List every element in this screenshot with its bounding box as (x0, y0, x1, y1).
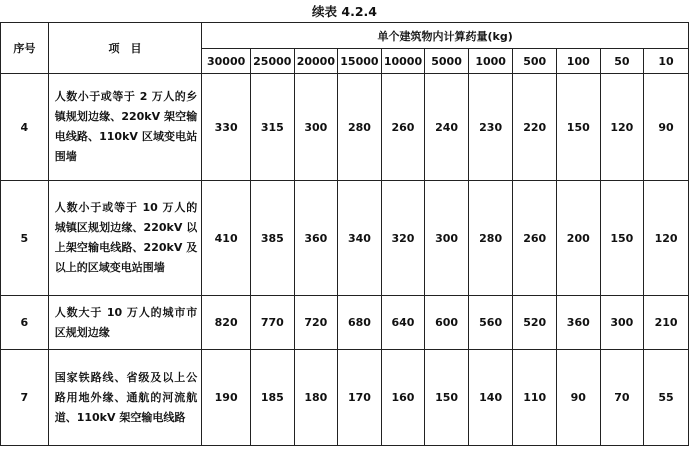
row-seq: 7 (1, 350, 49, 446)
row-value: 55 (644, 350, 689, 446)
row-seq: 5 (1, 181, 49, 296)
header-quantity: 100 (557, 49, 601, 74)
header-quantity: 25000 (251, 49, 295, 74)
row-value: 230 (468, 74, 513, 181)
header-quantity: 10000 (381, 49, 425, 74)
row-value: 150 (600, 181, 644, 296)
row-value: 320 (381, 181, 425, 296)
row-value: 240 (425, 74, 469, 181)
header-item: 项 目 (48, 23, 202, 74)
header-quantity: 1000 (468, 49, 513, 74)
row-value: 360 (294, 181, 338, 296)
explosive-distance-table (0, 22, 689, 446)
row-value: 280 (338, 74, 382, 181)
row-value: 90 (557, 350, 601, 446)
row-value: 640 (381, 296, 425, 350)
row-value: 280 (468, 181, 513, 296)
table-caption: 续表 4.2.4 (312, 4, 377, 19)
row-value: 340 (338, 181, 382, 296)
header-quantity: 500 (513, 49, 557, 74)
table-row (1, 74, 689, 181)
row-value: 260 (381, 74, 425, 181)
row-value: 120 (644, 181, 689, 296)
row-value: 315 (251, 74, 295, 181)
row-value: 70 (600, 350, 644, 446)
table-row (1, 296, 689, 350)
row-item: 人数大于 10 万人的城市市区规划边缘 (48, 296, 202, 350)
row-value: 300 (600, 296, 644, 350)
row-value: 120 (600, 74, 644, 181)
row-value: 360 (557, 296, 601, 350)
row-value: 190 (202, 350, 251, 446)
row-value: 260 (513, 181, 557, 296)
header-quantity: 5000 (425, 49, 469, 74)
row-value: 770 (251, 296, 295, 350)
row-value: 140 (468, 350, 513, 446)
row-value: 560 (468, 296, 513, 350)
header-row-1 (1, 23, 689, 49)
row-value: 150 (425, 350, 469, 446)
row-value: 600 (425, 296, 469, 350)
row-value: 185 (251, 350, 295, 446)
row-value: 220 (513, 74, 557, 181)
header-quantity: 30000 (202, 49, 251, 74)
row-value: 210 (644, 296, 689, 350)
row-value: 820 (202, 296, 251, 350)
row-seq: 4 (1, 74, 49, 181)
row-value: 300 (425, 181, 469, 296)
header-quantity: 50 (600, 49, 644, 74)
row-value: 160 (381, 350, 425, 446)
row-item: 人数小于或等于 2 万人的乡镇规划边缘、220kV 架空输电线路、110kV 区域变电站围墙 (48, 74, 202, 181)
row-value: 170 (338, 350, 382, 446)
row-value: 200 (557, 181, 601, 296)
row-seq: 6 (1, 296, 49, 350)
table-row (1, 181, 689, 296)
table-row (1, 350, 689, 446)
header-quantity: 20000 (294, 49, 338, 74)
header-seq: 序号 (1, 23, 49, 74)
row-value: 385 (251, 181, 295, 296)
row-value: 680 (338, 296, 382, 350)
row-item: 人数小于或等于 10 万人的城镇区规划边缘、220kV 以上架空输电线路、220kV 及以上的区域变电站围墙 (48, 181, 202, 296)
row-value: 180 (294, 350, 338, 446)
header-quantity: 15000 (338, 49, 382, 74)
row-value: 520 (513, 296, 557, 350)
row-item: 国家铁路线、省级及以上公路用地外缘、通航的河流航道、110kV 架空输电线路 (48, 350, 202, 446)
header-quantity-group: 单个建筑物内计算药量(kg) (202, 23, 689, 49)
row-value: 410 (202, 181, 251, 296)
row-value: 90 (644, 74, 689, 181)
header-quantity: 10 (644, 49, 689, 74)
row-value: 300 (294, 74, 338, 181)
row-value: 720 (294, 296, 338, 350)
row-value: 330 (202, 74, 251, 181)
row-value: 150 (557, 74, 601, 181)
row-value: 110 (513, 350, 557, 446)
